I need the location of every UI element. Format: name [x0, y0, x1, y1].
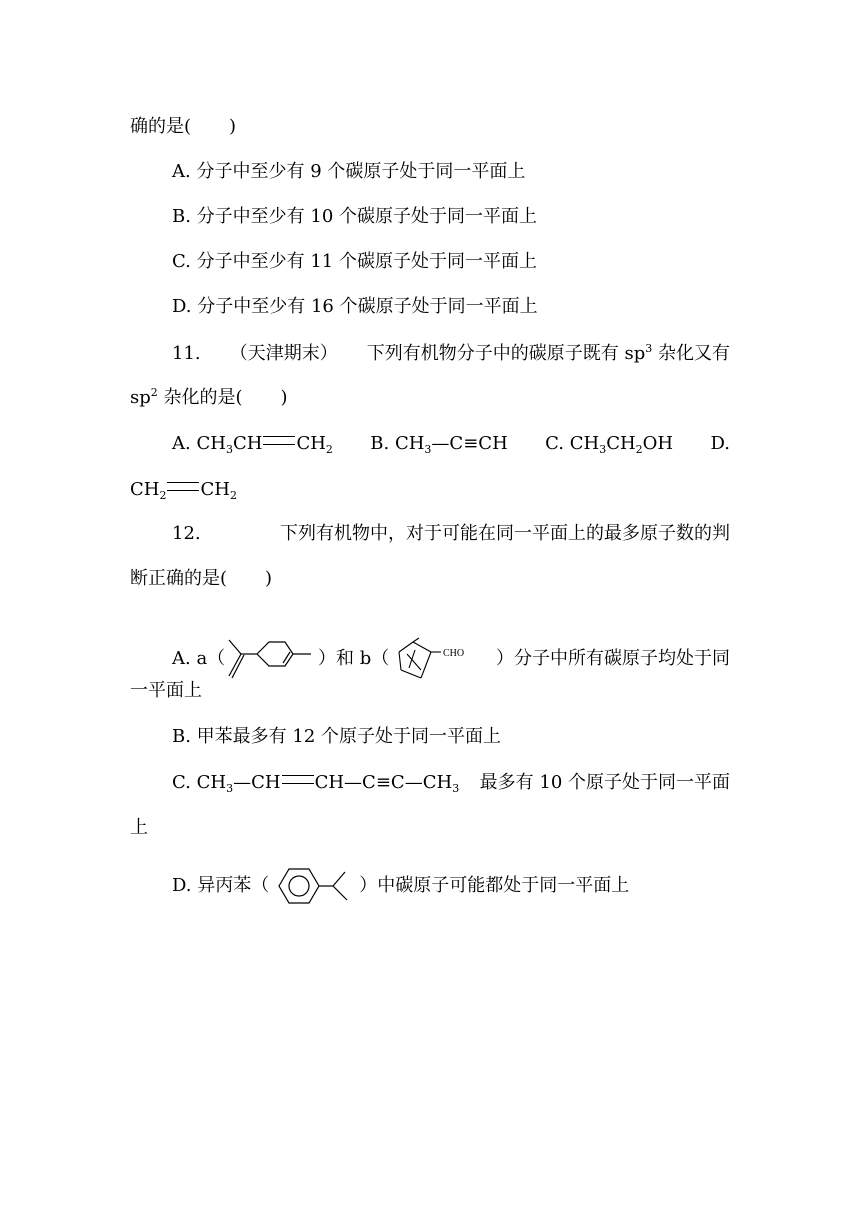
q11-option-c: C. $CH_3CH_2OH$ — [545, 433, 674, 456]
q11-option-a: A. $CH_3CH$ $CH_2$ — [172, 433, 333, 456]
q11-stem: 11. （天津期末） 下列有机物分子中的碳原子既有 $sp^3$ 杂化又有 — [172, 342, 730, 364]
q11-stem-line2: $sp^2$ 杂化的是( ) — [130, 386, 288, 408]
q11-option-b: B. $CH_3—C\equiv CH$ — [370, 433, 508, 456]
q10-option-c: C. 分子中至少有 11 个碳原子处于同一平面上 — [172, 251, 537, 272]
q12-option-b: B. 甲苯最多有 12 个原子处于同一平面上 — [172, 726, 502, 747]
q12-option-d: D. 异丙苯（ ）中碳原子可能都处于同一平面上 — [172, 864, 629, 908]
q10-stem-end: 确的是( ) — [130, 116, 237, 137]
q12-option-a-cont: 一平面上 — [130, 680, 202, 701]
q11-option-d-label: D. — [710, 433, 730, 454]
cho-label: CHO — [442, 648, 464, 659]
q12-stem-line2: 断正确的是( ) — [130, 568, 273, 589]
q12-option-c: C. $CH_3—CH$ $CH—C\equiv C—CH_3$ 最多有 10 个原子处于同一平面 — [172, 772, 730, 795]
q12-option-c-cont: 上 — [130, 817, 148, 838]
q10-option-a: A. 分子中至少有 9 个碳原子处于同一平面上 — [172, 161, 526, 182]
q12-option-a: A. a（ ）和 b（ CHO ）分子中所有碳原子均处于同 — [172, 636, 730, 682]
q10-option-d: D. 分子中至少有 16 个碳原子处于同一平面上 — [172, 296, 538, 317]
isopropylbenzene-structure — [269, 864, 359, 908]
molecule-b-structure — [391, 636, 495, 682]
q12-stem: 12. 下列有机物中，对于可能在同一平面上的最多原子数的判 — [172, 523, 730, 544]
q11-option-d: $CH_2$ $CH_2$ — [130, 479, 237, 502]
q11-options — [130, 432, 730, 456]
molecule-a-structure — [227, 636, 317, 682]
q10-option-b: B. 分子中至少有 10 个碳原子处于同一平面上 — [172, 206, 538, 227]
